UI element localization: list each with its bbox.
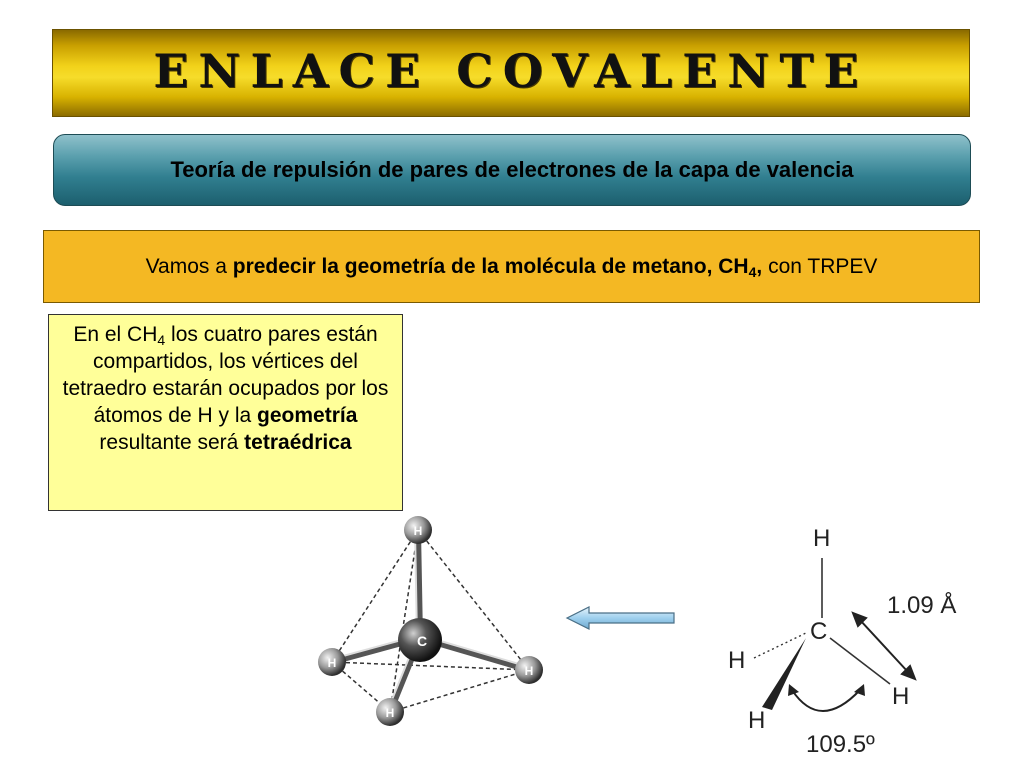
bond-length-arrow <box>853 613 915 679</box>
subtitle-banner <box>53 134 971 206</box>
svg-text:H: H <box>327 656 337 670</box>
svg-text:H: H <box>385 706 395 720</box>
bold-tetraedrica: tetraédrica <box>244 431 352 454</box>
angle-arc-arrow <box>788 684 865 711</box>
intro-suffix: con TRPEV <box>762 254 878 278</box>
subtitle-text: Teoría de repulsión de pares de electrones de la capa de valencia <box>170 157 854 182</box>
bond-length-label: 1.09 Å <box>887 592 957 619</box>
explanation-box: En el $CH_4$ los cuatro pares están compartidos, los vértices del tetraedro estarán ocupados por los átomos de H y la geometría resultante será tetraédrica <box>48 314 403 511</box>
h-top-label: H <box>813 525 831 552</box>
bond-angle-label: 109.5º <box>806 731 875 758</box>
h-atom-right <box>515 656 543 684</box>
h-bottom-label: H <box>748 707 766 734</box>
intro-bold: predecir la geometría de la molécula de metano, $CH_4$, <box>232 254 763 280</box>
bold-geometria: geometría <box>257 404 358 427</box>
svg-text:H: H <box>524 664 534 678</box>
intro-prefix: Vamos a <box>145 254 233 278</box>
h-left-label: H <box>728 647 746 674</box>
svg-text:H: H <box>413 524 423 538</box>
methane-structure-diagram <box>700 512 1000 768</box>
h-atom-left <box>318 648 346 676</box>
h-right-label: H <box>892 683 910 710</box>
svg-text:C: C <box>416 633 428 649</box>
bond-right <box>830 638 890 684</box>
c-label: C <box>810 618 828 645</box>
tetrahedral-model <box>300 510 570 750</box>
title-banner <box>52 29 970 117</box>
h-atom-top <box>404 516 432 544</box>
c-atom <box>398 618 442 662</box>
intro-box <box>43 230 980 303</box>
slide-title: ENLACE COVALENTE <box>153 44 869 98</box>
left-arrow-icon <box>565 605 677 631</box>
h-atom-front <box>376 698 404 726</box>
